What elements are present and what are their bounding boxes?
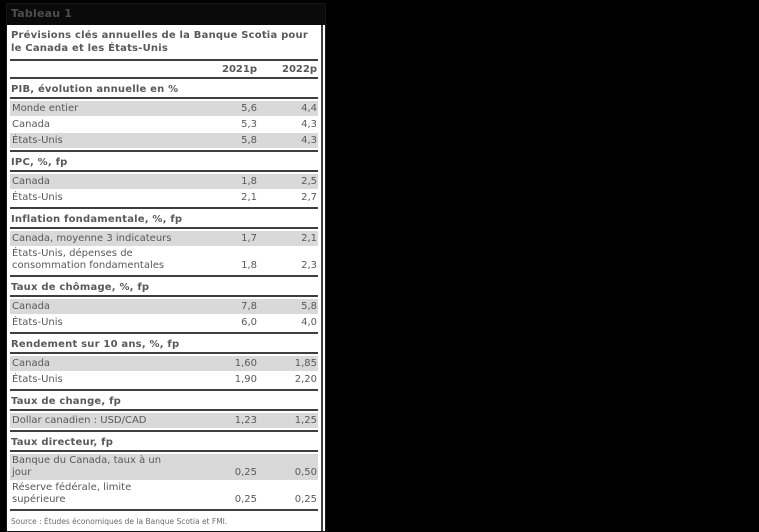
table-section <box>10 209 318 277</box>
table-row <box>10 117 318 132</box>
table-row <box>10 247 318 273</box>
row-value-2022: 2,7 <box>301 192 317 203</box>
row-value-2021: 1,23 <box>234 415 257 426</box>
row-value-2021: 6,0 <box>241 317 257 328</box>
row-value-2021: 1,90 <box>234 374 257 385</box>
table-title: Prévisions clés annuelles de la Banque Scotia pour le Canada et les États-Unis <box>10 25 318 61</box>
column-header-row <box>10 61 318 79</box>
row-value-2022: 1,25 <box>294 415 317 426</box>
row-label: États-Unis <box>12 374 63 385</box>
row-value-2021: 1,8 <box>241 260 257 271</box>
row-value-2021: 7,8 <box>241 301 257 312</box>
row-label: États-Unis <box>12 135 63 146</box>
row-value-2022: 0,50 <box>294 467 317 478</box>
row-label: Canada <box>12 119 51 130</box>
row-label: Canada <box>12 301 51 312</box>
table-section <box>10 277 318 334</box>
row-value-2022: 2,20 <box>294 374 317 385</box>
row-label: Monde entier <box>12 103 79 114</box>
section-header: Taux de chômage, %, fp <box>10 279 318 297</box>
table-row <box>10 190 318 205</box>
table-section <box>10 79 318 152</box>
row-label: États-Unis <box>12 317 63 328</box>
row-value-2022: 2,3 <box>301 260 317 271</box>
table-row <box>10 356 318 371</box>
row-label: États-Unis <box>12 192 63 203</box>
table-row <box>10 454 318 480</box>
row-value-2022: 1,85 <box>294 358 317 369</box>
row-label: Canada <box>12 358 51 369</box>
column-header-2022: 2022p <box>282 64 317 75</box>
table-row <box>10 299 318 314</box>
row-value-2022: 4,0 <box>301 317 317 328</box>
row-value-2021: 1,8 <box>241 176 257 187</box>
table-row <box>10 133 318 148</box>
row-value-2021: 1,7 <box>241 233 257 244</box>
row-value-2021: 2,1 <box>241 192 257 203</box>
table-section <box>10 334 318 391</box>
row-value-2021: 0,25 <box>234 494 257 505</box>
column-header-2021: 2021p <box>222 64 257 75</box>
table-inner <box>7 25 323 531</box>
row-label: Canada <box>12 176 51 187</box>
table-section <box>10 152 318 209</box>
row-value-2022: 0,25 <box>294 494 317 505</box>
section-header: Rendement sur 10 ans, %, fp <box>10 336 318 354</box>
row-label: Réserve fédérale, limite supérieure <box>12 482 132 505</box>
section-header: Taux directeur, fp <box>10 434 318 452</box>
figure-tag: Tableau 1 <box>7 4 325 25</box>
row-value-2022: 2,1 <box>301 233 317 244</box>
row-label: États-Unis, dépenses de consommation fondamentales <box>12 248 165 271</box>
table-row <box>10 231 318 246</box>
row-value-2021: 1,60 <box>234 358 257 369</box>
row-label: Canada, moyenne 3 indicateurs <box>12 233 172 244</box>
table-section <box>10 391 318 432</box>
row-value-2021: 5,8 <box>241 135 257 146</box>
section-header: Inflation fondamentale, %, fp <box>10 211 318 229</box>
table-row <box>10 174 318 189</box>
row-label: Banque du Canada, taux à un jour <box>12 455 162 478</box>
table-section <box>10 432 318 511</box>
source-note: Source : Études économiques de la Banque Scotia et FMI. <box>11 517 228 526</box>
table-row <box>10 481 318 507</box>
table-row <box>10 101 318 116</box>
row-label: Dollar canadien : USD/CAD <box>12 415 147 426</box>
table-row <box>10 413 318 428</box>
section-header: PIB, évolution annuelle en % <box>10 81 318 99</box>
row-value-2022: 5,8 <box>301 301 317 312</box>
section-header: Taux de change, fp <box>10 393 318 411</box>
row-value-2021: 5,3 <box>241 119 257 130</box>
table-sections <box>10 79 318 511</box>
table-row <box>10 315 318 330</box>
table-panel <box>7 25 325 531</box>
row-value-2022: 4,3 <box>301 119 317 130</box>
table-row <box>10 372 318 387</box>
row-value-2021: 5,6 <box>241 103 257 114</box>
forecast-table-figure <box>6 3 326 532</box>
row-value-2022: 4,3 <box>301 135 317 146</box>
row-value-2022: 4,4 <box>301 103 317 114</box>
row-value-2022: 2,5 <box>301 176 317 187</box>
section-header: IPC, %, fp <box>10 154 318 172</box>
row-value-2021: 0,25 <box>234 467 257 478</box>
